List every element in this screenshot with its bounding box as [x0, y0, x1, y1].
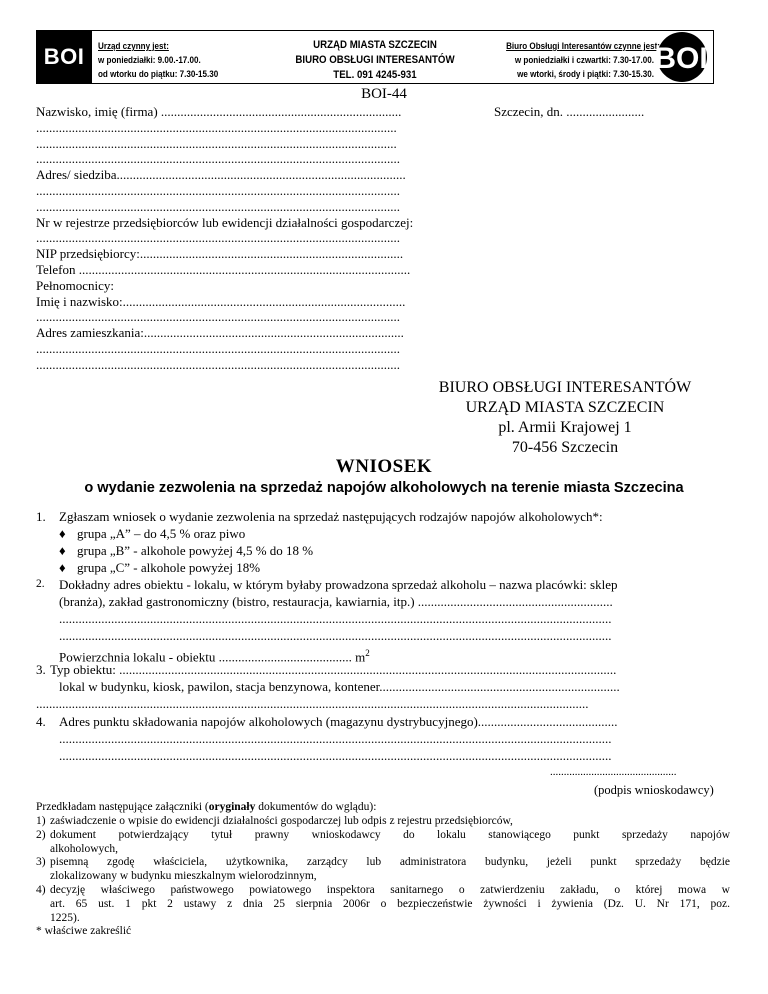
header-center-line: BIURO OBSŁUGI INTERESANTÓW [295, 54, 455, 66]
form-code: BOI-44 [361, 86, 407, 102]
document-subtitle: o wydanie zezwolenia na sprzedaż napojów alkoholowych na terenie miasta Szczecina [84, 480, 684, 496]
attachment-item [36, 856, 730, 884]
header-center-line: URZĄD MIASTA SZCZECIN [313, 39, 437, 51]
item-4-dotted-line[interactable]: .......................................................................................................................................................................... [59, 748, 612, 763]
footnote: * właściwe zakreślić [36, 925, 132, 938]
office-hours-right-line: Biuro Obsługi Interesantów czynne jest: [506, 41, 661, 52]
attachment-item [36, 815, 730, 829]
attachments-intro-text: Przedkładam następujące załączniki ( [36, 801, 209, 813]
attachment-number: 1) [36, 815, 46, 827]
applicant-line[interactable]: Adres zamieszkania:................................................................................ [36, 325, 404, 341]
applicant-section [36, 104, 413, 373]
item-3-text[interactable]: Typ obiektu: ......................................................................................................................................................... [50, 662, 617, 677]
applicant-line[interactable]: ................................................................................................................ [36, 182, 400, 198]
item-2-dotted-line[interactable]: .......................................................................................................................................................................... [59, 628, 612, 643]
item-3-text[interactable]: lokal w budynku, kiosk, pawilon, stacja benzynowa, kontener.......................................................................... [59, 679, 620, 694]
applicant-line[interactable]: Adres/ siedziba......................................................................................... [36, 167, 406, 183]
attachment-line: art. 65 ust. 1 pkt 2 ustawy z dnia 25 sierpnia 2006r o bezpieczeństwie żywności i żywienia (Dz. U. Nr 171, poz. [50, 897, 730, 910]
applicant-line[interactable]: ................................................................................................................ [36, 309, 400, 325]
recipient-line: 70-456 Szczecin [511, 439, 619, 456]
office-hours-left [98, 40, 239, 82]
office-hours-left-line: od wtorku do piątku: 7.30-15.30 [98, 69, 219, 80]
office-hours-left-line: Urząd czynny jest: [98, 41, 169, 52]
signature-label: (podpis wnioskodawcy) [594, 783, 714, 797]
boi-logo-right-graphic [648, 30, 712, 84]
attachments-intro-text: dokumentów do wglądu): [255, 801, 377, 813]
area-field-text: Powierzchnia lokalu - obiektu ......................................... m [59, 649, 366, 665]
header-center-line: TEL. 091 4245-931 [333, 69, 417, 81]
applicant-line[interactable]: ................................................................................................................ [36, 230, 400, 246]
item-4-text[interactable]: Adres punktu składowania napojów alkoholowych (magazynu dystrybucyjnego)........................................... [59, 714, 618, 729]
applicant-line[interactable]: ............................................................................................................... [36, 119, 397, 135]
group-c-option[interactable]: grupa „C” - alkohole powyżej 18% [77, 560, 261, 575]
applicant-line[interactable]: ............................................................................................................... [36, 135, 397, 151]
recipient-line: pl. Armii Krajowej 1 [498, 419, 632, 436]
recipient-line: BIURO OBSŁUGI INTERESANTÓW [438, 379, 692, 396]
attachments-list [36, 815, 730, 939]
signature-field[interactable]: .............................................. [550, 766, 677, 778]
applicant-line[interactable]: ................................................................................................................ [36, 198, 400, 214]
item-2-text[interactable]: (branża), zakład gastronomiczny (bistro, restauracja, kawiarnia, itp.) ............................................................ [59, 594, 613, 609]
attachment-item [36, 829, 730, 857]
office-hours-right-line: we wtorki, środy i piątki: 7.30-15.30. [517, 69, 654, 80]
attachment-number: 2) [36, 828, 46, 841]
office-hours-right [480, 40, 661, 82]
document-title: WNIOSEK [335, 456, 433, 477]
attachment-line: 1225). [50, 911, 80, 924]
applicant-line[interactable]: ................................................................................................................ [36, 340, 400, 356]
attachment-line: alkoholowych, [50, 842, 119, 855]
bullet-icon: ♦ [59, 543, 66, 558]
attachment-line: zaświadczenie o wpisie do ewidencji działalności gospodarczej lub odpis z rejestru przedsiębiorców, [50, 815, 513, 827]
boi-logo-right [648, 30, 712, 84]
item-4-number: 4. [36, 714, 46, 729]
applicant-line[interactable]: Nr w rejestrze przedsiębiorców lub ewidencji działalności gospodarczej: [36, 214, 414, 230]
bullet-icon: ♦ [59, 526, 66, 541]
group-b-option[interactable]: grupa „B” - alkohole powyżej 4,5 % do 18 % [77, 543, 314, 558]
header-center [272, 38, 478, 83]
attachment-line: pisemną zgodę właściciela, użytkownika, zarządcy lub administratora budynku, jeżeli punkt sprzedaży będzie [50, 856, 730, 869]
item-2-dotted-line[interactable]: .......................................................................................................................................................................... [59, 611, 612, 626]
office-hours-left-line: w poniedziałki: 9.00.-17.00. [98, 55, 201, 66]
item-4-dotted-line[interactable]: .......................................................................................................................................................................... [59, 731, 612, 746]
bullet-icon: ♦ [59, 560, 66, 575]
item-2-text: Dokładny adres obiektu - lokalu, w którym byłaby prowadzona sprzedaż alkoholu – nazwa placówki: sklep [59, 577, 618, 592]
boi-logo-left: BOI [36, 30, 92, 84]
applicant-line[interactable]: Imię i nazwisko:....................................................................................... [36, 293, 406, 309]
recipient-line: URZĄD MIASTA SZCZECIN [465, 399, 665, 416]
item-2-number: 2. [36, 578, 45, 590]
area-unit-superscript: 2 [365, 648, 370, 658]
item-1-text: Zgłaszam wniosek o wydanie zezwolenia na sprzedaż następujących rodzajów napojów alkoholowych*: [59, 509, 603, 524]
item-3-dotted-line[interactable]: .......................................................................................................................................................................... [36, 696, 589, 711]
boi-logo-right-text: BOI [654, 42, 708, 75]
attachment-number: 4) [36, 883, 46, 896]
group-a-option[interactable]: grupa „A” – do 4,5 % oraz piwo [77, 526, 246, 541]
attachments-intro [36, 801, 376, 815]
applicant-line[interactable]: Pełnomocnicy: [36, 277, 114, 293]
attachments-intro-bold: oryginały [208, 801, 256, 813]
recipient-address [390, 378, 740, 458]
attachment-line: zlokalizowany w budynku mieszkalnym wielorodzinnym, [50, 870, 317, 883]
applicant-line[interactable]: Telefon ...................................................................................................... [36, 261, 411, 277]
attachment-line: decyzję właściwego państwowego powiatowego inspektora sanitarnego o zatwierdzeniu zakładu, o której mowa w [50, 883, 730, 896]
item-1-number: 1. [36, 509, 46, 524]
applicant-line[interactable]: ................................................................................................................ [36, 356, 400, 372]
office-hours-right-line: w poniedziałki i czwartki: 7.30-17.00. [514, 55, 654, 66]
applicant-line[interactable]: Nazwisko, imię (firma) .......................................................................... [36, 104, 402, 119]
attachment-line: dokument potwierdzający tytuł prawny wnioskodawcy do lokalu stanowiącego punkt sprzedaży napojów [50, 828, 730, 841]
item-3-number: 3. [36, 662, 46, 677]
applicant-line[interactable]: ................................................................................................................ [36, 151, 400, 167]
applicant-line[interactable]: NIP przedsiębiorcy:................................................................................. [36, 246, 404, 262]
attachment-item [36, 884, 730, 925]
place-date-field[interactable]: Szczecin, dn. ........................ [494, 104, 645, 119]
attachment-number: 3) [36, 856, 46, 869]
